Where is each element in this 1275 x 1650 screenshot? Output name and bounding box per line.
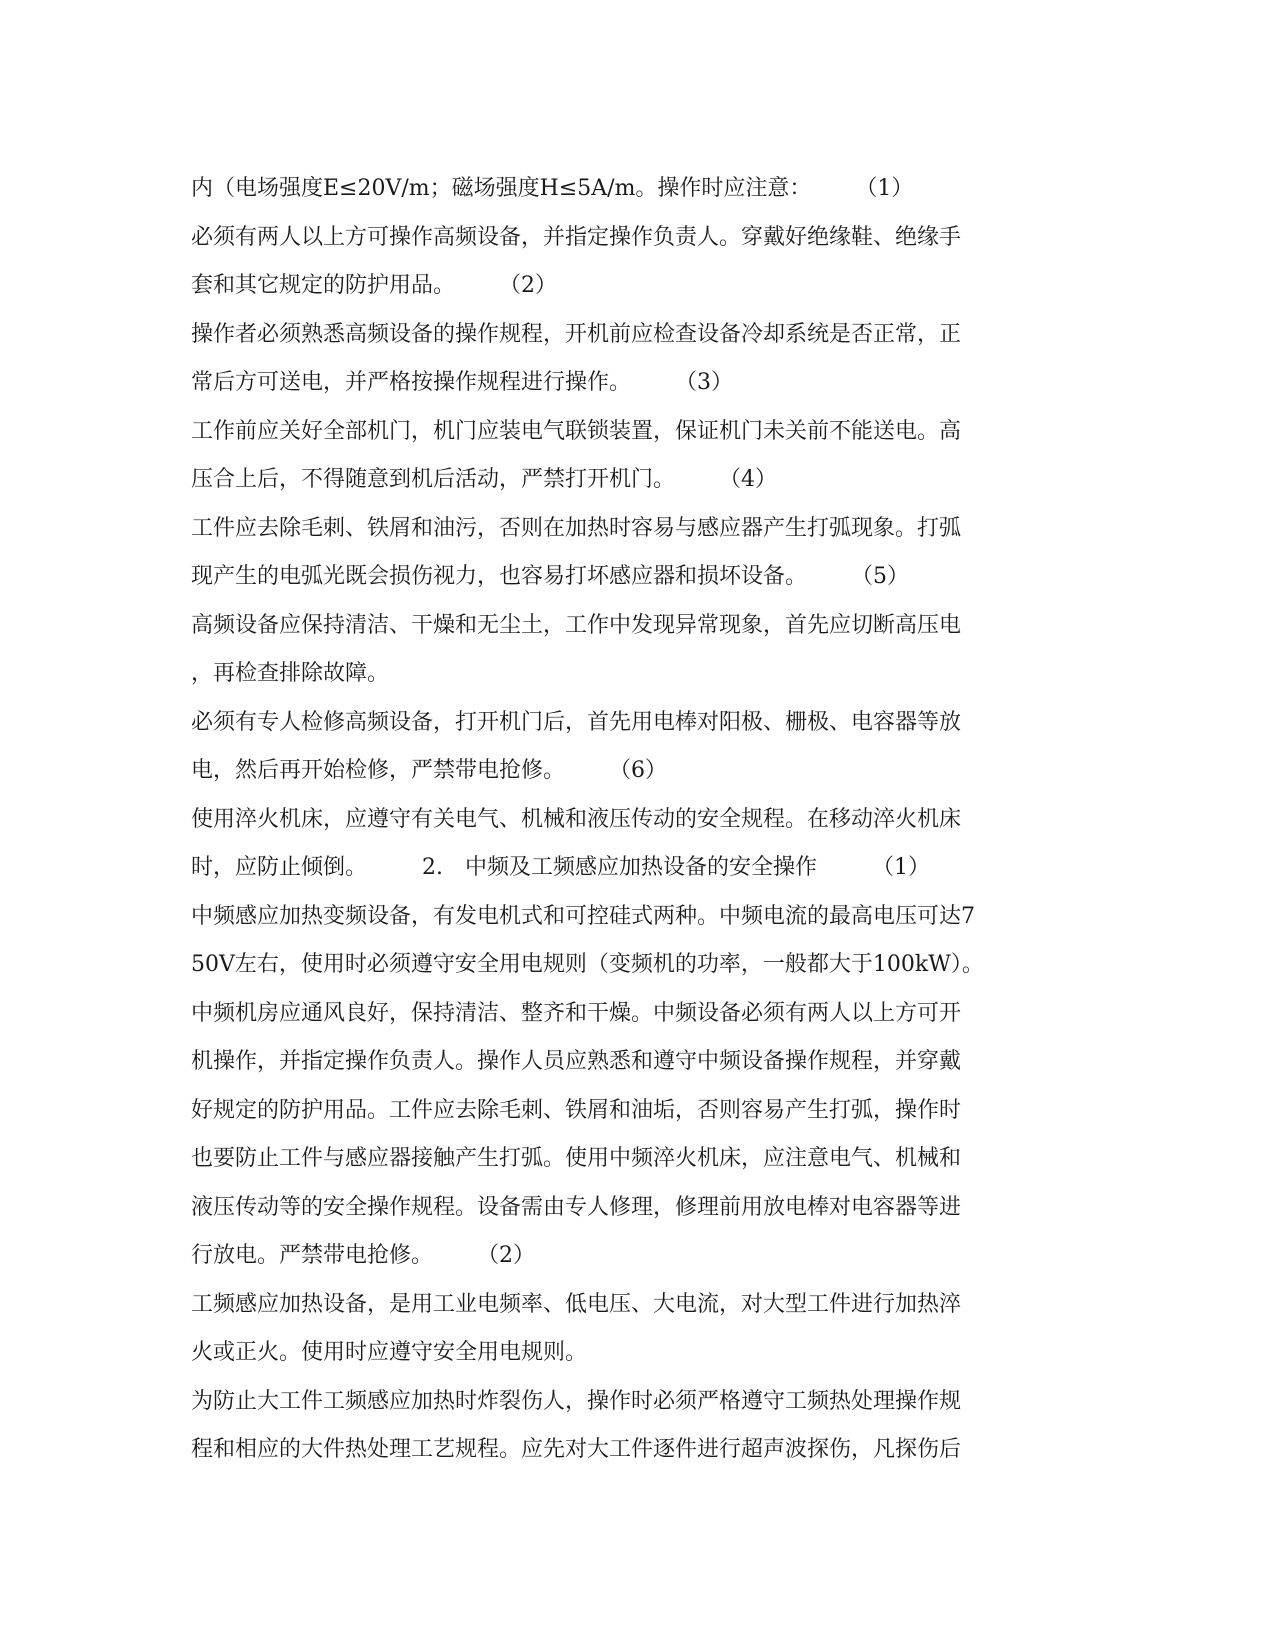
text-line: 高频设备应保持清洁、干燥和无尘土，工作中发现异常现象，首先应切断高压电 xyxy=(191,612,962,638)
text-line: 时，应防止倾倒。 2. 中频及工频感应加热设备的安全操作 （1） xyxy=(191,855,930,880)
text-line: 火或正火。使用时应遵守安全用电规则。 xyxy=(191,1340,588,1365)
text-line: 操作者必须熟悉高频设备的操作规程，开机前应检查设备冷却系统是否正常，正 xyxy=(191,321,962,347)
text-line: 工件应去除毛刺、铁屑和油污，否则在加热时容易与感应器产生打弧现象。打弧 xyxy=(191,515,962,541)
text-line: 必须有专人检修高频设备，打开机门后，首先用电棒对阳极、栅极、电容器等放 xyxy=(191,709,962,735)
text-line: 行放电。严禁带电抢修。 （2） xyxy=(191,1243,535,1268)
text-line: 50V左右，使用时必须遵守安全用电规则（变频机的功率，一般都大于100kW）。 xyxy=(191,952,984,977)
document-body xyxy=(191,165,1091,1475)
text-line: 现产生的电弧光既会损伤视力，也容易打坏感应器和损坏设备。 （5） xyxy=(191,564,909,589)
text-line: 也要防止工件与感应器接触产生打弧。使用中频淬火机床，应注意电气、机械和 xyxy=(191,1146,962,1171)
text-line: 液压传动等的安全操作规程。设备需由专人修理，修理前用放电棒对电容器等进 xyxy=(191,1194,962,1220)
text-line: 内（电场强度E≤20V/m；磁场强度H≤5A/m。操作时应注意： （1） xyxy=(191,176,914,201)
text-line: 套和其它规定的防护用品。 （2） xyxy=(191,273,557,298)
text-line: 为防止大工件工频感应加热时炸裂伤人，操作时必须严格遵守工频热处理操作规 xyxy=(191,1388,962,1414)
text-line: 电，然后再开始检修，严禁带电抢修。 （6） xyxy=(191,758,667,783)
text-line: 常后方可送电，并严格按操作规程进行操作。 （3） xyxy=(191,370,733,395)
text-line: 中频感应加热变频设备，有发电机式和可控硅式两种。中频电流的最高电压可达7 xyxy=(191,903,975,929)
text-line: 必须有两人以上方可操作高频设备，并指定操作负责人。穿戴好绝缘鞋、绝缘手 xyxy=(191,224,962,250)
text-line: 使用淬火机床，应遵守有关电气、机械和液压传动的安全规程。在移动淬火机床 xyxy=(191,806,962,832)
text-line: 程和相应的大件热处理工艺规程。应先对大工件逐件进行超声波探伤，凡探伤后 xyxy=(191,1437,962,1462)
text-line: 机操作，并指定操作负责人。操作人员应熟悉和遵守中频设备操作规程，并穿戴 xyxy=(191,1049,962,1074)
text-line: 中频机房应通风良好，保持清洁、整齐和干燥。中频设备必须有两人以上方可开 xyxy=(191,1000,962,1026)
text-line: 好规定的防护用品。工件应去除毛刺、铁屑和油垢，否则容易产生打弧，操作时 xyxy=(191,1097,962,1123)
text-line: 压合上后，不得随意到机后活动，严禁打开机门。 （4） xyxy=(191,467,777,492)
text-line: 工作前应关好全部机门，机门应装电气联锁装置，保证机门未关前不能送电。高 xyxy=(191,418,962,444)
text-line: ，再检查排除故障。 xyxy=(191,661,390,686)
text-line: 工频感应加热设备，是用工业电频率、低电压、大电流，对大型工件进行加热淬 xyxy=(191,1291,962,1317)
